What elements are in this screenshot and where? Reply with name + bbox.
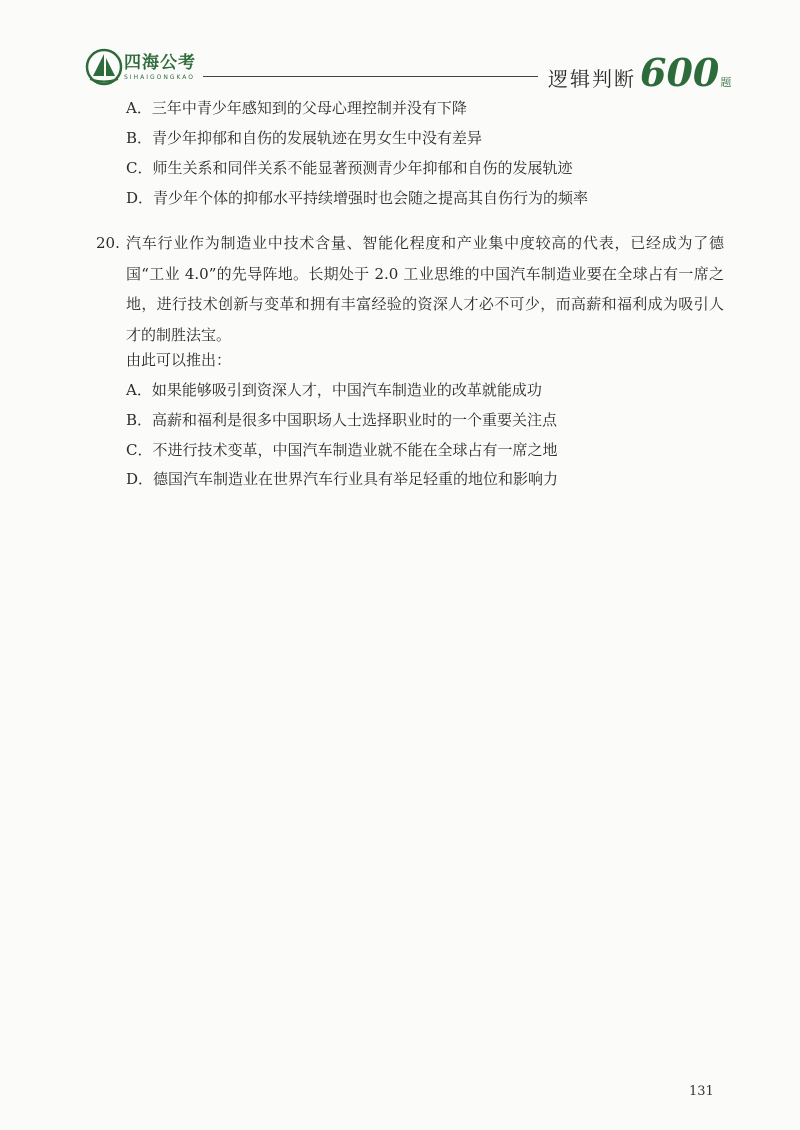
previous-option-d: D．青少年个体的抑郁水平持续增强时也会随之提高其自伤行为的频率 [126,189,589,207]
page-header [0,0,800,95]
brand [124,54,196,82]
question-option-d: D．德国汽车制造业在世界汽车行业具有举足轻重的地位和影响力 [126,470,559,488]
page-number: 131 [689,1084,714,1099]
question-stem: 汽车行业作为制造业中技术含量、智能化程度和产业集中度较高的代表，已经成为了德国“工业 4.0”的先导阵地。长期处于 2.0 工业思维的中国汽车制造业要在全球占有一席之地，进行技术创新与变革和拥有丰富经验的资深人才必不可少，而高薪和福利成为吸引人才的制胜法宝。 [126,234,724,344]
book-title-number: 600 [640,50,720,95]
header-rule [203,76,538,77]
question-option-a: A．如果能够吸引到资深人才，中国汽车制造业的改革就能成功 [126,381,542,399]
brand-subtitle: SIHAIGONGKAO [124,74,196,81]
book-title-suffix: 题 [720,76,732,89]
book-title-text: 逻辑判断 [548,67,636,91]
sailboat-logo-icon [84,48,124,86]
book-title [548,50,732,95]
brand-name: 四海公考 [124,53,196,73]
question-option-c: C．不进行技术变革，中国汽车制造业就不能在全球占有一席之地 [126,441,558,459]
previous-option-b: B．青少年抑郁和自伤的发展轨迹在男女生中没有差异 [126,129,483,147]
previous-option-a: A．三年中青少年感知到的父母心理控制并没有下降 [126,99,467,117]
question-number: 20. [96,234,120,252]
previous-option-c: C．师生关系和同伴关系不能显著预测青少年抑郁和自伤的发展轨迹 [126,159,573,177]
question-prompt: 由此可以推出： [126,351,232,369]
question-option-b: B．高薪和福利是很多中国职场人士选择职业时的一个重要关注点 [126,411,558,429]
